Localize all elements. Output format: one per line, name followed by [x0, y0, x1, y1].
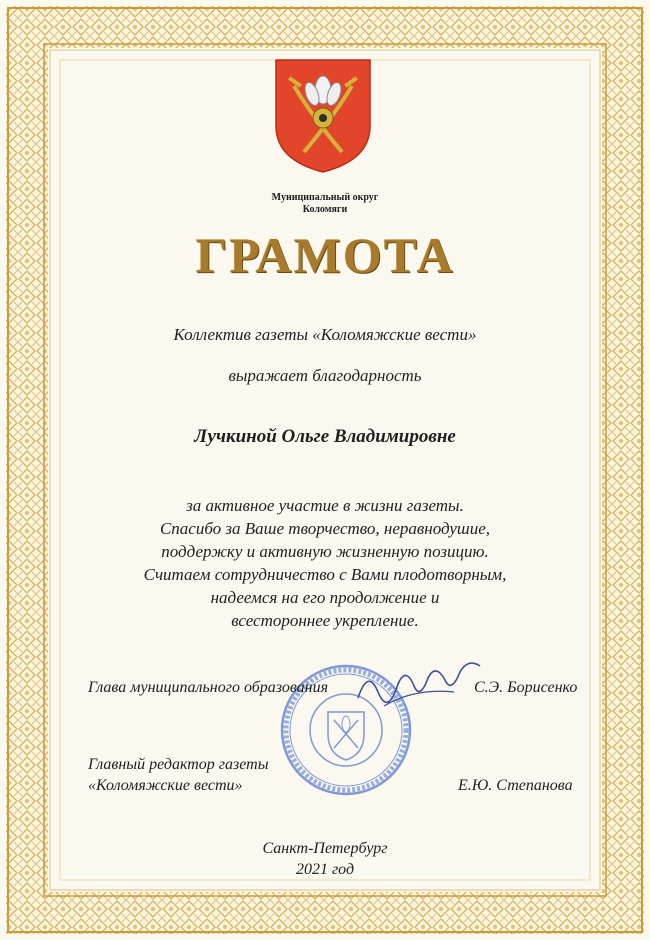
intro-line1: Коллектив газеты «Коломяжские вести» [173, 325, 477, 344]
body-line: поддержку и активную жизненную позицию. [161, 542, 489, 561]
signature-mark [354, 648, 484, 718]
body-line: Спасибо за Ваше творчество, неравнодушие, [159, 519, 491, 538]
body-line: за активное участие в жизни газеты. [186, 496, 464, 515]
intro-line2: выражает благодарность [228, 366, 422, 385]
signer1-role: Глава муниципального образования [88, 679, 329, 696]
certificate-title: ГРАМОТА [195, 227, 455, 283]
district-name-line1: Муниципальный округ [271, 192, 379, 203]
body-line: надеемся на его продолжение и [210, 588, 440, 607]
signer2-name: Е.Ю. Степанова [458, 777, 573, 794]
recipient-name: Лучкиной Ольге Владимировне [194, 426, 456, 447]
signer2-role-line1: Главный редактор газеты [88, 756, 269, 773]
coat-of-arms-icon [272, 56, 374, 176]
body-line: всестороннее укрепление. [231, 611, 419, 630]
signer1-name: С.Э. Борисенко [474, 679, 578, 696]
body-line: Считаем сотрудничество с Вами плодотворным, [143, 565, 507, 584]
district-name-line2: Коломяги [302, 204, 348, 215]
year: 2021 год [295, 861, 355, 878]
place: Санкт-Петербург [262, 840, 388, 857]
signer2-role-line2: «Коломяжские вести» [88, 777, 243, 794]
